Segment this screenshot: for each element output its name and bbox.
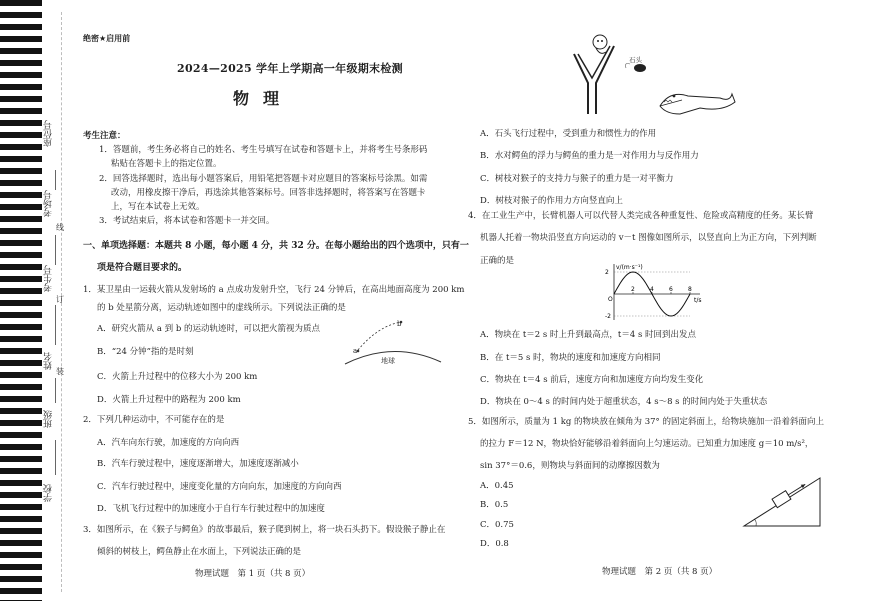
q5-stem: sin 37°＝0.6，则物块与斜面间的动摩擦因数为 [480,461,660,471]
binding-label-name: 姓名 [44,352,54,370]
q2-option-b: B．汽车行驶过程中，速度逐渐增大，加速度逐渐减小 [97,459,299,469]
chart-axes [605,264,702,320]
page-footer: 物理试题 第 2 页（共 8 页） [602,567,718,577]
q1-stem: 1．某卫星由一运载火箭从发射场的 a 点成功发射升空，飞行 24 分钟后，在高出地面高度为 200 km [83,285,465,295]
notice-line: 1．答题前，考生务必将自己的姓名、考生号填写在试卷和答题卡上，并将考生号条形码 [99,145,428,155]
q1-option-c: C．火箭上升过程中的位移大小为 200 km [97,372,258,382]
q3-stem: 倾斜的树枝上，鳄鱼静止在水面上，下列说法正确的是 [97,547,302,557]
binding-line [55,305,56,345]
velocity-time-chart [602,262,702,324]
subject-title: 物理 [233,89,294,108]
cut-line-char: 装 [56,367,64,376]
q5-stem: 5．如图所示，质量为 1 kg 的物块放在倾角为 37° 的固定斜面上，给物块施加一沿着斜面向上 [468,417,824,427]
notice-line: 3．考试结束后，将本试卷和答题卡一并交回。 [99,216,275,226]
binding-label-seat: 座位号 [44,120,54,147]
q4-stem: 4．在工业生产中，长臂机器人可以代替人类完成各种重复性、危险或高精度的任务。某长臂 [468,211,814,221]
exam-title: 2024—2025 学年上学期高一年级期末检测 [177,62,403,75]
exam-page-1 [75,0,469,601]
q1-option-d: D．火箭上升过程中的路程为 200 km [97,395,241,405]
q2-option-d: D．飞机飞行过程中的加速度小于自行车行驶过程中的加速度 [97,504,325,514]
notice-line: 上，写在本试卷上无效。 [111,202,205,212]
q5-option-c: C．0.75 [480,520,514,530]
q1-stem: 的 b 处星箭分离，运动轨迹如图中的虚线所示。下列说法正确的是 [97,303,346,313]
confidential-label: 绝密★启用前 [83,34,131,43]
exam-page-2 [462,0,862,601]
notice-line: 2．回答选择题时，选出每小题答案后，用铅笔把答题卡对应题目的答案标号涂黑。如需 [99,174,428,184]
q4-option-d: D．物块在 0～4 s 的时间内处于超重状态，4 s～8 s 的时间内处于失重状态 [480,397,768,407]
x-tick-label: 8 [688,286,692,293]
q1-option-a: A．研究火箭从 a 到 b 的运动轨迹时，可以把火箭视为质点 [97,324,320,334]
binding-line [55,235,56,265]
section-heading: 一、单项选择题：本题共 8 小题，每小题 4 分，共 32 分。在每小题给出的四个选项中，只有一 [83,241,469,251]
x-tick-label: 2 [631,286,635,293]
q5-option-d: D．0.8 [480,539,509,549]
q4-stem: 正确的是 [480,256,515,266]
x-tick-label: 6 [669,286,673,293]
q4-option-c: C．物块在 t＝4 s 前后，速度方向和加速度方向均发生变化 [480,375,704,385]
monkey-crocodile-figure [570,28,740,128]
q3-option-d: D．树枝对猴子的作用力方向竖直向上 [480,196,623,206]
binding-label-room: 考场号 [44,190,54,217]
binding-label-class: 班级 [44,410,54,428]
x-axis-label: t/s [694,297,702,304]
y-axis-label: v/(m·s⁻¹) [616,264,643,271]
incline-block-figure [742,476,822,528]
q3-option-c: C．树枝对猴子的支持力与猴子的重力是一对平衡力 [480,174,674,184]
notice-line: 改动，用橡皮擦干净后，再选涂其他答案标号。回答非选择题时，将答案写在答题卡 [111,188,426,198]
q1-option-b: B．“24 分钟”指的是时刻 [97,347,194,357]
stone-label: 石头 [629,56,642,64]
origin-label: O [608,296,613,303]
notice-line: 粘贴在答题卡上的指定位置。 [111,159,222,169]
binding-label-school: 学校 [44,484,54,502]
cut-line-char: 订 [56,295,64,304]
q2-option-c: C．汽车行驶过程中，速度变化量的方向向东，加速度的方向向西 [97,482,342,492]
point-a-label: a [353,347,358,355]
q2-stem: 2．下列几种运动中，不可能存在的是 [83,415,225,425]
binding-line [55,170,56,190]
q4-option-a: A．物块在 t＝2 s 时上升到最高点，t＝4 s 时回到出发点 [480,330,697,340]
q3-option-a: A．石头飞行过程中，受到重力和惯性力的作用 [480,129,657,139]
q4-stem: 机器人托着一物块沿竖直方向运动的 v－t 图像如图所示，以竖直向上为正方向，下列判断 [480,233,817,243]
cut-line-char: 线 [56,223,64,232]
earth-label: 地球 [381,357,395,365]
q5-option-b: B．0.5 [480,500,509,510]
page-footer: 物理试题 第 1 页（共 8 页） [195,569,311,579]
q4-option-b: B．在 t＝5 s 时，物块的速度和加速度方向相同 [480,353,661,363]
x-tick-label: 4 [650,286,654,293]
q5-option-a: A．0.45 [480,481,514,491]
binding-line [55,440,56,475]
q5-stem: 的拉力 F＝12 N，物块恰好能够沿着斜面向上匀速运动。已知重力加速度 g＝10 m/s²， [480,439,814,449]
point-b-label: b [397,320,402,328]
binding-line [55,378,56,403]
binding-stripes [0,0,42,601]
q2-option-a: A．汽车向东行驶，加速度的方向向西 [97,438,240,448]
q3-stem: 3．如图所示，在《猴子与鳄鱼》的故事最后，猴子爬到树上，将一块石头扔下。假设猴子静止在 [83,525,446,535]
notice-title: 考生注意： [83,131,126,141]
section-heading: 项是符合题目要求的。 [97,263,188,273]
q3-option-b: B．水对鳄鱼的浮力与鳄鱼的重力是一对作用力与反作用力 [480,151,699,161]
binding-label-examno: 考生号 [44,265,54,292]
y-tick-label: 2 [605,269,609,276]
y-tick-label: -2 [605,313,611,320]
